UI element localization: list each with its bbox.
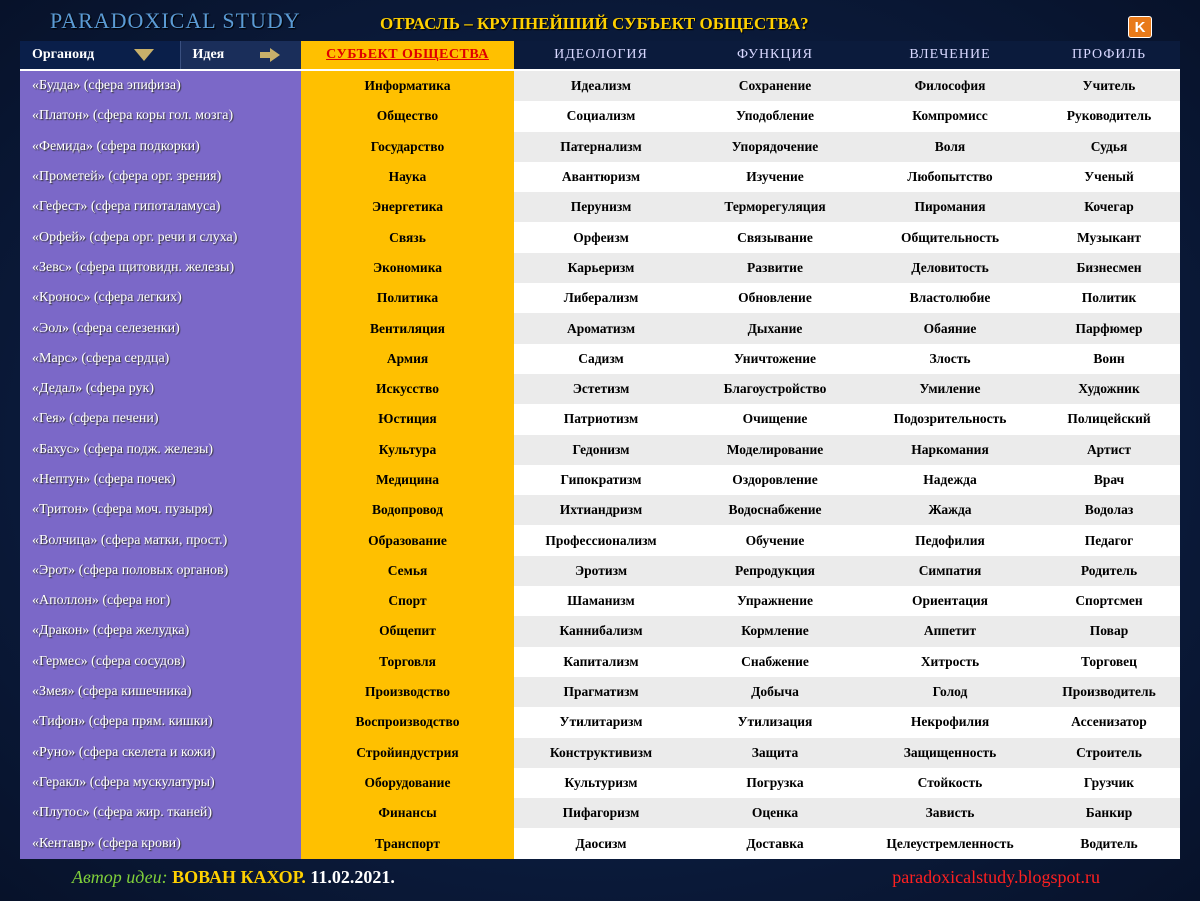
organoid-cell: «Нептун» (сфера почек): [20, 465, 301, 495]
attraction-cell: Компромисс: [862, 101, 1038, 131]
profile-cell: Водитель: [1038, 828, 1180, 858]
organoid-cell: «Геракл» (сфера мускулатуры): [20, 768, 301, 798]
organoid-cell: «Будда» (сфера эпифиза): [20, 70, 301, 101]
attraction-cell: Деловитость: [862, 253, 1038, 283]
function-cell: Терморегуляция: [688, 192, 862, 222]
author-name: ВОВАН КАХОР.: [172, 867, 306, 887]
attraction-cell: Защищенность: [862, 738, 1038, 768]
organoid-cell: «Гермес» (сфера сосудов): [20, 647, 301, 677]
table-row: [20, 283, 1180, 313]
ideology-cell: Пифагоризм: [514, 798, 688, 828]
function-cell: Уподобление: [688, 101, 862, 131]
organoid-cell: «Марс» (сфера сердца): [20, 344, 301, 374]
attraction-cell: Любопытство: [862, 162, 1038, 192]
table-row: [20, 101, 1180, 131]
organoid-cell: «Орфей» (сфера орг. речи и слуха): [20, 222, 301, 252]
subject-cell: Стройиндустрия: [301, 738, 514, 768]
attraction-cell: Жажда: [862, 495, 1038, 525]
table-row: [20, 768, 1180, 798]
subject-cell: Медицина: [301, 465, 514, 495]
subject-cell: Юстиция: [301, 404, 514, 434]
attraction-cell: Подозрительность: [862, 404, 1038, 434]
attraction-cell: Ориентация: [862, 586, 1038, 616]
attraction-cell: Педофилия: [862, 525, 1038, 555]
subject-cell: Связь: [301, 222, 514, 252]
organoid-cell: «Дедал» (сфера рук): [20, 374, 301, 404]
attraction-cell: Властолюбие: [862, 283, 1038, 313]
function-cell: Развитие: [688, 253, 862, 283]
attraction-cell: Целеустремленность: [862, 828, 1038, 858]
subject-cell: Искусство: [301, 374, 514, 404]
attraction-cell: Воля: [862, 132, 1038, 162]
organoid-cell: «Зевс» (сфера щитовидн. железы): [20, 253, 301, 283]
subject-cell: Наука: [301, 162, 514, 192]
subject-cell: Вентиляция: [301, 313, 514, 343]
profile-cell: Водолаз: [1038, 495, 1180, 525]
attraction-cell: Умиление: [862, 374, 1038, 404]
function-cell: Уничтожение: [688, 344, 862, 374]
profile-cell: Банкир: [1038, 798, 1180, 828]
ideology-cell: Утилитаризм: [514, 707, 688, 737]
profile-cell: Парфюмер: [1038, 313, 1180, 343]
function-cell: Дыхание: [688, 313, 862, 343]
function-cell: Обновление: [688, 283, 862, 313]
ideology-cell: Культуризм: [514, 768, 688, 798]
header-row: [20, 41, 1180, 70]
profile-cell: Полицейский: [1038, 404, 1180, 434]
column-header-idea[interactable]: [180, 41, 301, 70]
ideology-cell: Социализм: [514, 101, 688, 131]
arrow-down-icon[interactable]: [134, 49, 154, 61]
organoid-cell: «Фемида» (сфера подкорки): [20, 132, 301, 162]
brand-title: PARADOXICAL STUDY: [50, 8, 301, 33]
attraction-cell: Симпатия: [862, 556, 1038, 586]
profile-cell: Учитель: [1038, 70, 1180, 101]
subject-cell: Общество: [301, 101, 514, 131]
function-cell: Доставка: [688, 828, 862, 858]
author-label: Автор идеи:: [72, 867, 168, 887]
table-row: [20, 556, 1180, 586]
attraction-cell: Некрофилия: [862, 707, 1038, 737]
table-row: [20, 738, 1180, 768]
ideology-cell: Патернализм: [514, 132, 688, 162]
table-row: [20, 253, 1180, 283]
profile-cell: Торговец: [1038, 647, 1180, 677]
attraction-cell: Стойкость: [862, 768, 1038, 798]
function-cell: Репродукция: [688, 556, 862, 586]
profile-cell: Кочегар: [1038, 192, 1180, 222]
organoid-cell: «Тритон» (сфера моч. пузыря): [20, 495, 301, 525]
table-row: [20, 616, 1180, 646]
table-row: [20, 465, 1180, 495]
organoid-cell: «Эол» (сфера селезенки): [20, 313, 301, 343]
subject-cell: Энергетика: [301, 192, 514, 222]
profile-cell: Художник: [1038, 374, 1180, 404]
subject-cell: Политика: [301, 283, 514, 313]
ideology-cell: Идеализм: [514, 70, 688, 101]
profile-cell: Врач: [1038, 465, 1180, 495]
attraction-cell: Пиромания: [862, 192, 1038, 222]
ideology-cell: Гедонизм: [514, 435, 688, 465]
table-body: [20, 70, 1180, 859]
subject-cell: Армия: [301, 344, 514, 374]
ideology-cell: Карьеризм: [514, 253, 688, 283]
table-row: [20, 162, 1180, 192]
profile-cell: Спортсмен: [1038, 586, 1180, 616]
function-cell: Сохранение: [688, 70, 862, 101]
organoid-cell: «Бахус» (сфера подж. железы): [20, 435, 301, 465]
function-cell: Оздоровление: [688, 465, 862, 495]
function-cell: Утилизация: [688, 707, 862, 737]
organoid-cell: «Прометей» (сфера орг. зрения): [20, 162, 301, 192]
function-cell: Благоустройство: [688, 374, 862, 404]
subject-cell: Оборудование: [301, 768, 514, 798]
table-row: [20, 798, 1180, 828]
organoid-cell: «Дракон» (сфера желудка): [20, 616, 301, 646]
profile-cell: Педагог: [1038, 525, 1180, 555]
ideology-cell: Орфеизм: [514, 222, 688, 252]
attraction-cell: Аппетит: [862, 616, 1038, 646]
subject-cell: Финансы: [301, 798, 514, 828]
organoid-cell: «Кентавр» (сфера крови): [20, 828, 301, 858]
blog-link[interactable]: paradoxicalstudy.blogspot.ru: [892, 867, 1100, 887]
ideology-cell: Эротизм: [514, 556, 688, 586]
subject-cell: Семья: [301, 556, 514, 586]
table-row: [20, 404, 1180, 434]
ideology-cell: Прагматизм: [514, 677, 688, 707]
function-cell: Кормление: [688, 616, 862, 646]
column-header-idea-label: Идея: [192, 47, 225, 62]
table-row: [20, 647, 1180, 677]
organoid-cell: «Кронос» (сфера легких): [20, 283, 301, 313]
table-row: [20, 828, 1180, 858]
profile-cell: Руководитель: [1038, 101, 1180, 131]
organoid-cell: «Эрот» (сфера половых органов): [20, 556, 301, 586]
organoid-cell: «Тифон» (сфера прям. кишки): [20, 707, 301, 737]
table-row: [20, 707, 1180, 737]
function-cell: Связывание: [688, 222, 862, 252]
attraction-cell: Философия: [862, 70, 1038, 101]
function-cell: Погрузка: [688, 768, 862, 798]
attraction-cell: Злость: [862, 344, 1038, 374]
column-header-profile[interactable]: ПРОФИЛЬ: [1038, 41, 1180, 70]
page-headline: ОТРАСЛЬ – КРУПНЕЙШИЙ СУБЪЕКТ ОБЩЕСТВА?: [380, 14, 809, 33]
table-row: [20, 192, 1180, 222]
ideology-cell: Гипократизм: [514, 465, 688, 495]
table-row: [20, 495, 1180, 525]
profile-cell: Грузчик: [1038, 768, 1180, 798]
subject-cell: Торговля: [301, 647, 514, 677]
ideology-cell: Каннибализм: [514, 616, 688, 646]
column-header-function[interactable]: ФУНКЦИЯ: [688, 41, 862, 70]
ideology-cell: Шаманизм: [514, 586, 688, 616]
function-cell: Упражнение: [688, 586, 862, 616]
ideology-cell: Профессионализм: [514, 525, 688, 555]
table-row: [20, 677, 1180, 707]
profile-cell: Ученый: [1038, 162, 1180, 192]
ideology-cell: Садизм: [514, 344, 688, 374]
function-cell: Водоснабжение: [688, 495, 862, 525]
table-row: [20, 586, 1180, 616]
function-cell: Добыча: [688, 677, 862, 707]
subject-cell: Экономика: [301, 253, 514, 283]
data-table: [20, 41, 1180, 859]
ideology-cell: Авантюризм: [514, 162, 688, 192]
organoid-cell: «Руно» (сфера скелета и кожи): [20, 738, 301, 768]
ideology-cell: Либерализм: [514, 283, 688, 313]
ideology-cell: Ихтиандризм: [514, 495, 688, 525]
arrow-right-icon[interactable]: [260, 48, 280, 62]
attraction-cell: Обаяние: [862, 313, 1038, 343]
function-cell: Очищение: [688, 404, 862, 434]
organoid-cell: «Гефест» (сфера гипоталамуса): [20, 192, 301, 222]
ideology-cell: Конструктивизм: [514, 738, 688, 768]
organoid-cell: «Гея» (сфера печени): [20, 404, 301, 434]
profile-cell: Артист: [1038, 435, 1180, 465]
attraction-cell: Наркомания: [862, 435, 1038, 465]
function-cell: Снабжение: [688, 647, 862, 677]
subject-cell: Транспорт: [301, 828, 514, 858]
profile-cell: Производитель: [1038, 677, 1180, 707]
ideology-cell: Перунизм: [514, 192, 688, 222]
profile-cell: Повар: [1038, 616, 1180, 646]
ideology-cell: Патриотизм: [514, 404, 688, 434]
organoid-cell: «Змея» (сфера кишечника): [20, 677, 301, 707]
author-date: 11.02.2021.: [310, 867, 395, 887]
attraction-cell: Надежда: [862, 465, 1038, 495]
function-cell: Обучение: [688, 525, 862, 555]
function-cell: Упорядочение: [688, 132, 862, 162]
attraction-cell: Общительность: [862, 222, 1038, 252]
ideology-cell: Даосизм: [514, 828, 688, 858]
profile-cell: Политик: [1038, 283, 1180, 313]
profile-cell: Судья: [1038, 132, 1180, 162]
subject-cell: Производство: [301, 677, 514, 707]
k-logo-icon[interactable]: K: [1128, 16, 1152, 38]
column-header-organoid-label: Органоид: [32, 47, 95, 62]
attraction-cell: Хитрость: [862, 647, 1038, 677]
column-header-attraction[interactable]: ВЛЕЧЕНИЕ: [862, 41, 1038, 70]
column-header-ideology[interactable]: ИДЕОЛОГИЯ: [514, 41, 688, 70]
attraction-cell: Голод: [862, 677, 1038, 707]
function-cell: Защита: [688, 738, 862, 768]
organoid-cell: «Волчица» (сфера матки, прост.): [20, 525, 301, 555]
table-row: [20, 525, 1180, 555]
subject-cell: Государство: [301, 132, 514, 162]
profile-cell: Ассенизатор: [1038, 707, 1180, 737]
table-row: [20, 344, 1180, 374]
table-row: [20, 70, 1180, 101]
footer-author: [72, 867, 395, 888]
profile-cell: Строитель: [1038, 738, 1180, 768]
subject-cell: Информатика: [301, 70, 514, 101]
table-row: [20, 132, 1180, 162]
ideology-cell: Капитализм: [514, 647, 688, 677]
ideology-cell: Ароматизм: [514, 313, 688, 343]
function-cell: Оценка: [688, 798, 862, 828]
organoid-cell: «Плутос» (сфера жир. тканей): [20, 798, 301, 828]
table-row: [20, 435, 1180, 465]
table-row: [20, 313, 1180, 343]
ideology-cell: Эстетизм: [514, 374, 688, 404]
subject-cell: Культура: [301, 435, 514, 465]
subject-cell: Образование: [301, 525, 514, 555]
table-row: [20, 374, 1180, 404]
subject-cell: Водопровод: [301, 495, 514, 525]
profile-cell: Воин: [1038, 344, 1180, 374]
function-cell: Изучение: [688, 162, 862, 192]
organoid-cell: «Платон» (сфера коры гол. мозга): [20, 101, 301, 131]
table-row: [20, 222, 1180, 252]
profile-cell: Родитель: [1038, 556, 1180, 586]
organoid-cell: «Аполлон» (сфера ног): [20, 586, 301, 616]
function-cell: Моделирование: [688, 435, 862, 465]
attraction-cell: Зависть: [862, 798, 1038, 828]
subject-cell: Общепит: [301, 616, 514, 646]
column-header-subject[interactable]: СУБЪЕКТ ОБЩЕСТВА: [301, 41, 514, 70]
column-header-organoid[interactable]: [20, 41, 180, 70]
subject-cell: Воспроизводство: [301, 707, 514, 737]
profile-cell: Бизнесмен: [1038, 253, 1180, 283]
profile-cell: Музыкант: [1038, 222, 1180, 252]
subject-cell: Спорт: [301, 586, 514, 616]
